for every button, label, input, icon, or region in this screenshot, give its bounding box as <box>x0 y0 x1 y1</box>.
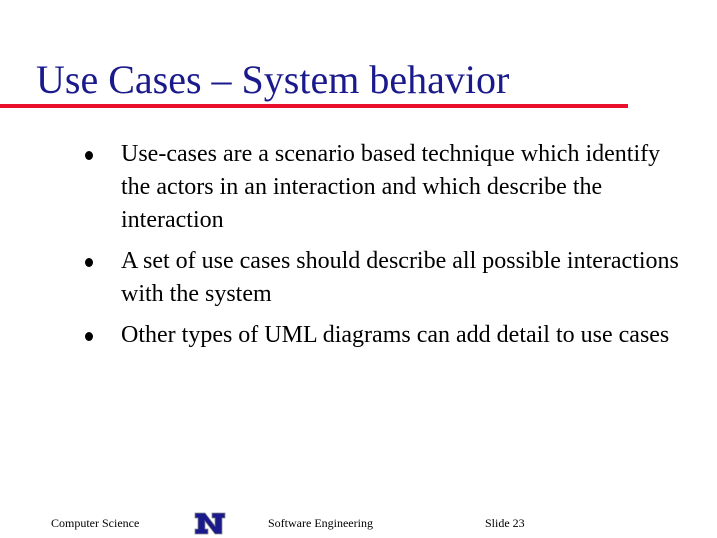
bullet-item <box>0 319 681 352</box>
footer-course: Software Engineering <box>268 516 373 530</box>
bullet-list <box>0 138 717 360</box>
footer-department: Computer Science <box>51 516 140 530</box>
bullet-text: Use-cases are a scenario based technique which identify the actors in an interaction and which describe the interaction <box>121 141 661 233</box>
bullet-text: A set of use cases should describe all possible interactions with the system <box>121 248 679 307</box>
bullet-item <box>0 245 681 311</box>
n-logo-icon <box>193 511 227 536</box>
title-underline <box>0 104 628 108</box>
footer-slide-number: Slide 23 <box>485 516 525 530</box>
bullet-dot-icon <box>85 151 93 160</box>
bullet-dot-icon <box>85 258 93 267</box>
bullet-item <box>0 138 681 237</box>
bullet-text: Other types of UML diagrams can add detail to use cases <box>121 322 670 348</box>
slide-title: Use Cases – System behavior <box>36 57 510 102</box>
bullet-dot-icon <box>85 332 93 341</box>
